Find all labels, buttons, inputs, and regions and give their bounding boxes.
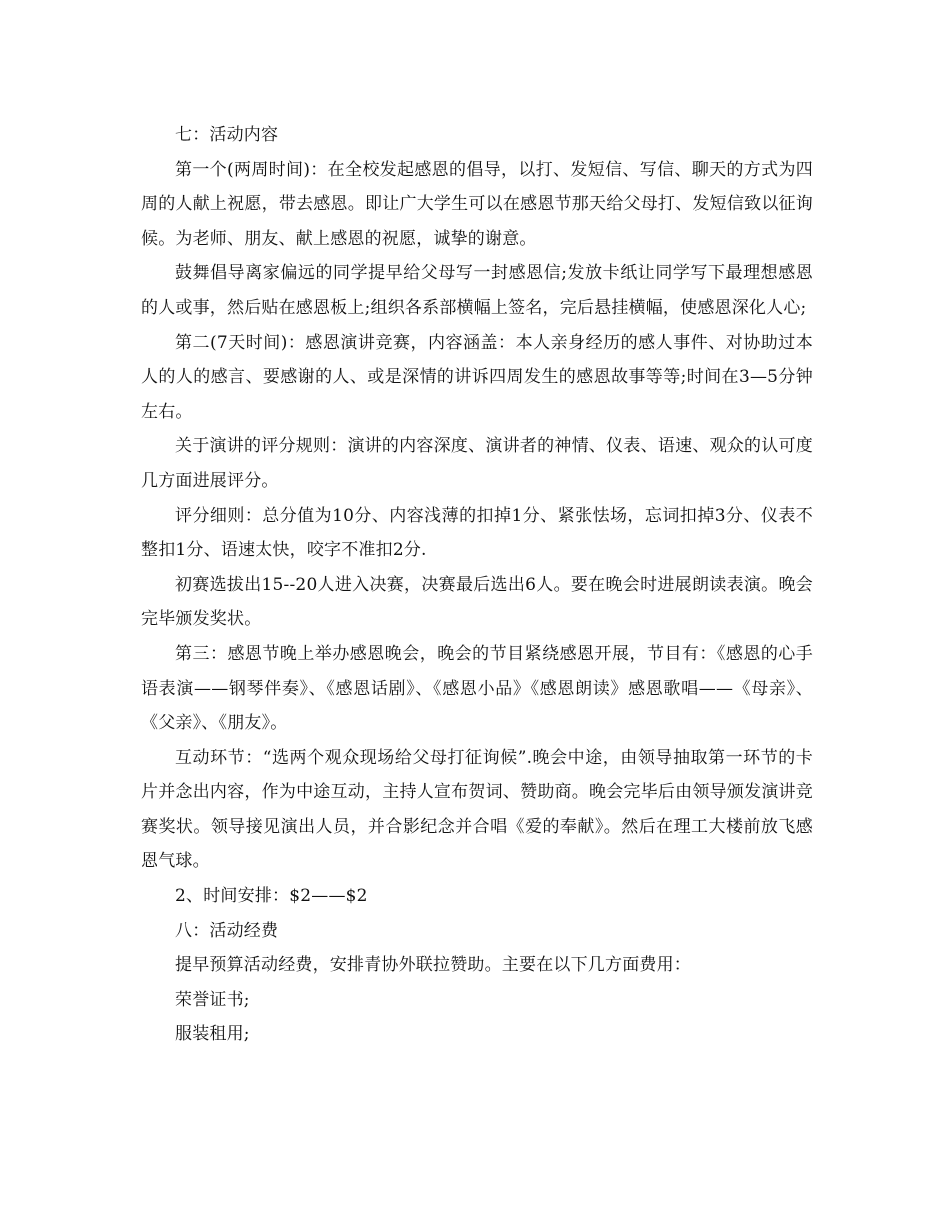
section-heading-budget: 八：活动经费 (175, 920, 279, 941)
paragraph-budget-intro: 提早预算活动经费，安排青协外联拉赞助。主要在以下几方面费用： (175, 955, 691, 976)
paragraph-schedule: 2、时间安排：$2——$2 (175, 886, 368, 907)
paragraph-second-phase: 第二(7天时间)：感恩演讲竞赛，内容涵盖：本人亲身经历的感人事件、对协助过本人的人的感言、要感谢的人、或是深情的讲诉四周发生的感恩故事等等;时间在3—5分钟左右。 (141, 332, 813, 422)
document-page (141, 118, 813, 1052)
paragraph-preliminary: 初赛选拔出15--20人进入决赛，决赛最后选出6人。要在晚会时进展朗读表演。晚会完毕颁发奖状。 (141, 574, 813, 630)
paragraph-scoring-rules: 关于演讲的评分规则：演讲的内容深度、演讲者的神情、仪表、语速、观众的认可度几方面进展评分。 (141, 436, 813, 491)
list-item-certificates: 荣誉证书; (175, 989, 250, 1010)
paragraph-interaction: 互动环节：“选两个观众现场给父母打征询候”.晚会中途，由领导抽取第一环节的卡片并念出内容，作为中途互动，主持人宣布贺词、赞助商。晚会完毕后由领导颁发演讲竞赛奖状。领导接见演出人员，并合影纪念并合唱《爱的奉献》。然后在理工大楼前放飞感恩气球。 (141, 747, 813, 872)
paragraph-encourage-letters: 鼓舞倡导离家偏远的同学提早给父母写一封感恩信;发放卡纸让同学写下最理想感恩的人或事，然后贴在感恩板上;组织各系部横幅上签名，完后悬挂横幅，使感恩深化人心; (141, 263, 813, 318)
paragraph-first-phase: 第一个(两周时间)：在全校发起感恩的倡导，以打、发短信、写信、聊天的方式为四周的人献上祝愿，带去感恩。即让广大学生可以在感恩节那天给父母打、发短信致以征询候。为老师、朋友、献上感恩的祝愿，诚挚的谢意。 (141, 159, 813, 249)
paragraph-third-phase: 第三：感恩节晚上举办感恩晚会，晚会的节目紧绕感恩开展，节目有：《感恩的心手语表演——钢琴伴奏》、《感恩话剧》、《感恩小品》《感恩朗读》感恩歌唱——《母亲》、《父亲》、《朋友》。 (141, 643, 813, 734)
paragraph-scoring-details: 评分细则：总分值为10分、内容浅薄的扣掉1分、紧张怯场，忘词扣掉3分、仪表不整扣1分、语速太快，咬字不准扣2分. (141, 505, 813, 561)
section-heading-activity-content: 七：活动内容 (175, 125, 279, 145)
list-item-costume-rental: 服装租用; (175, 1024, 250, 1045)
